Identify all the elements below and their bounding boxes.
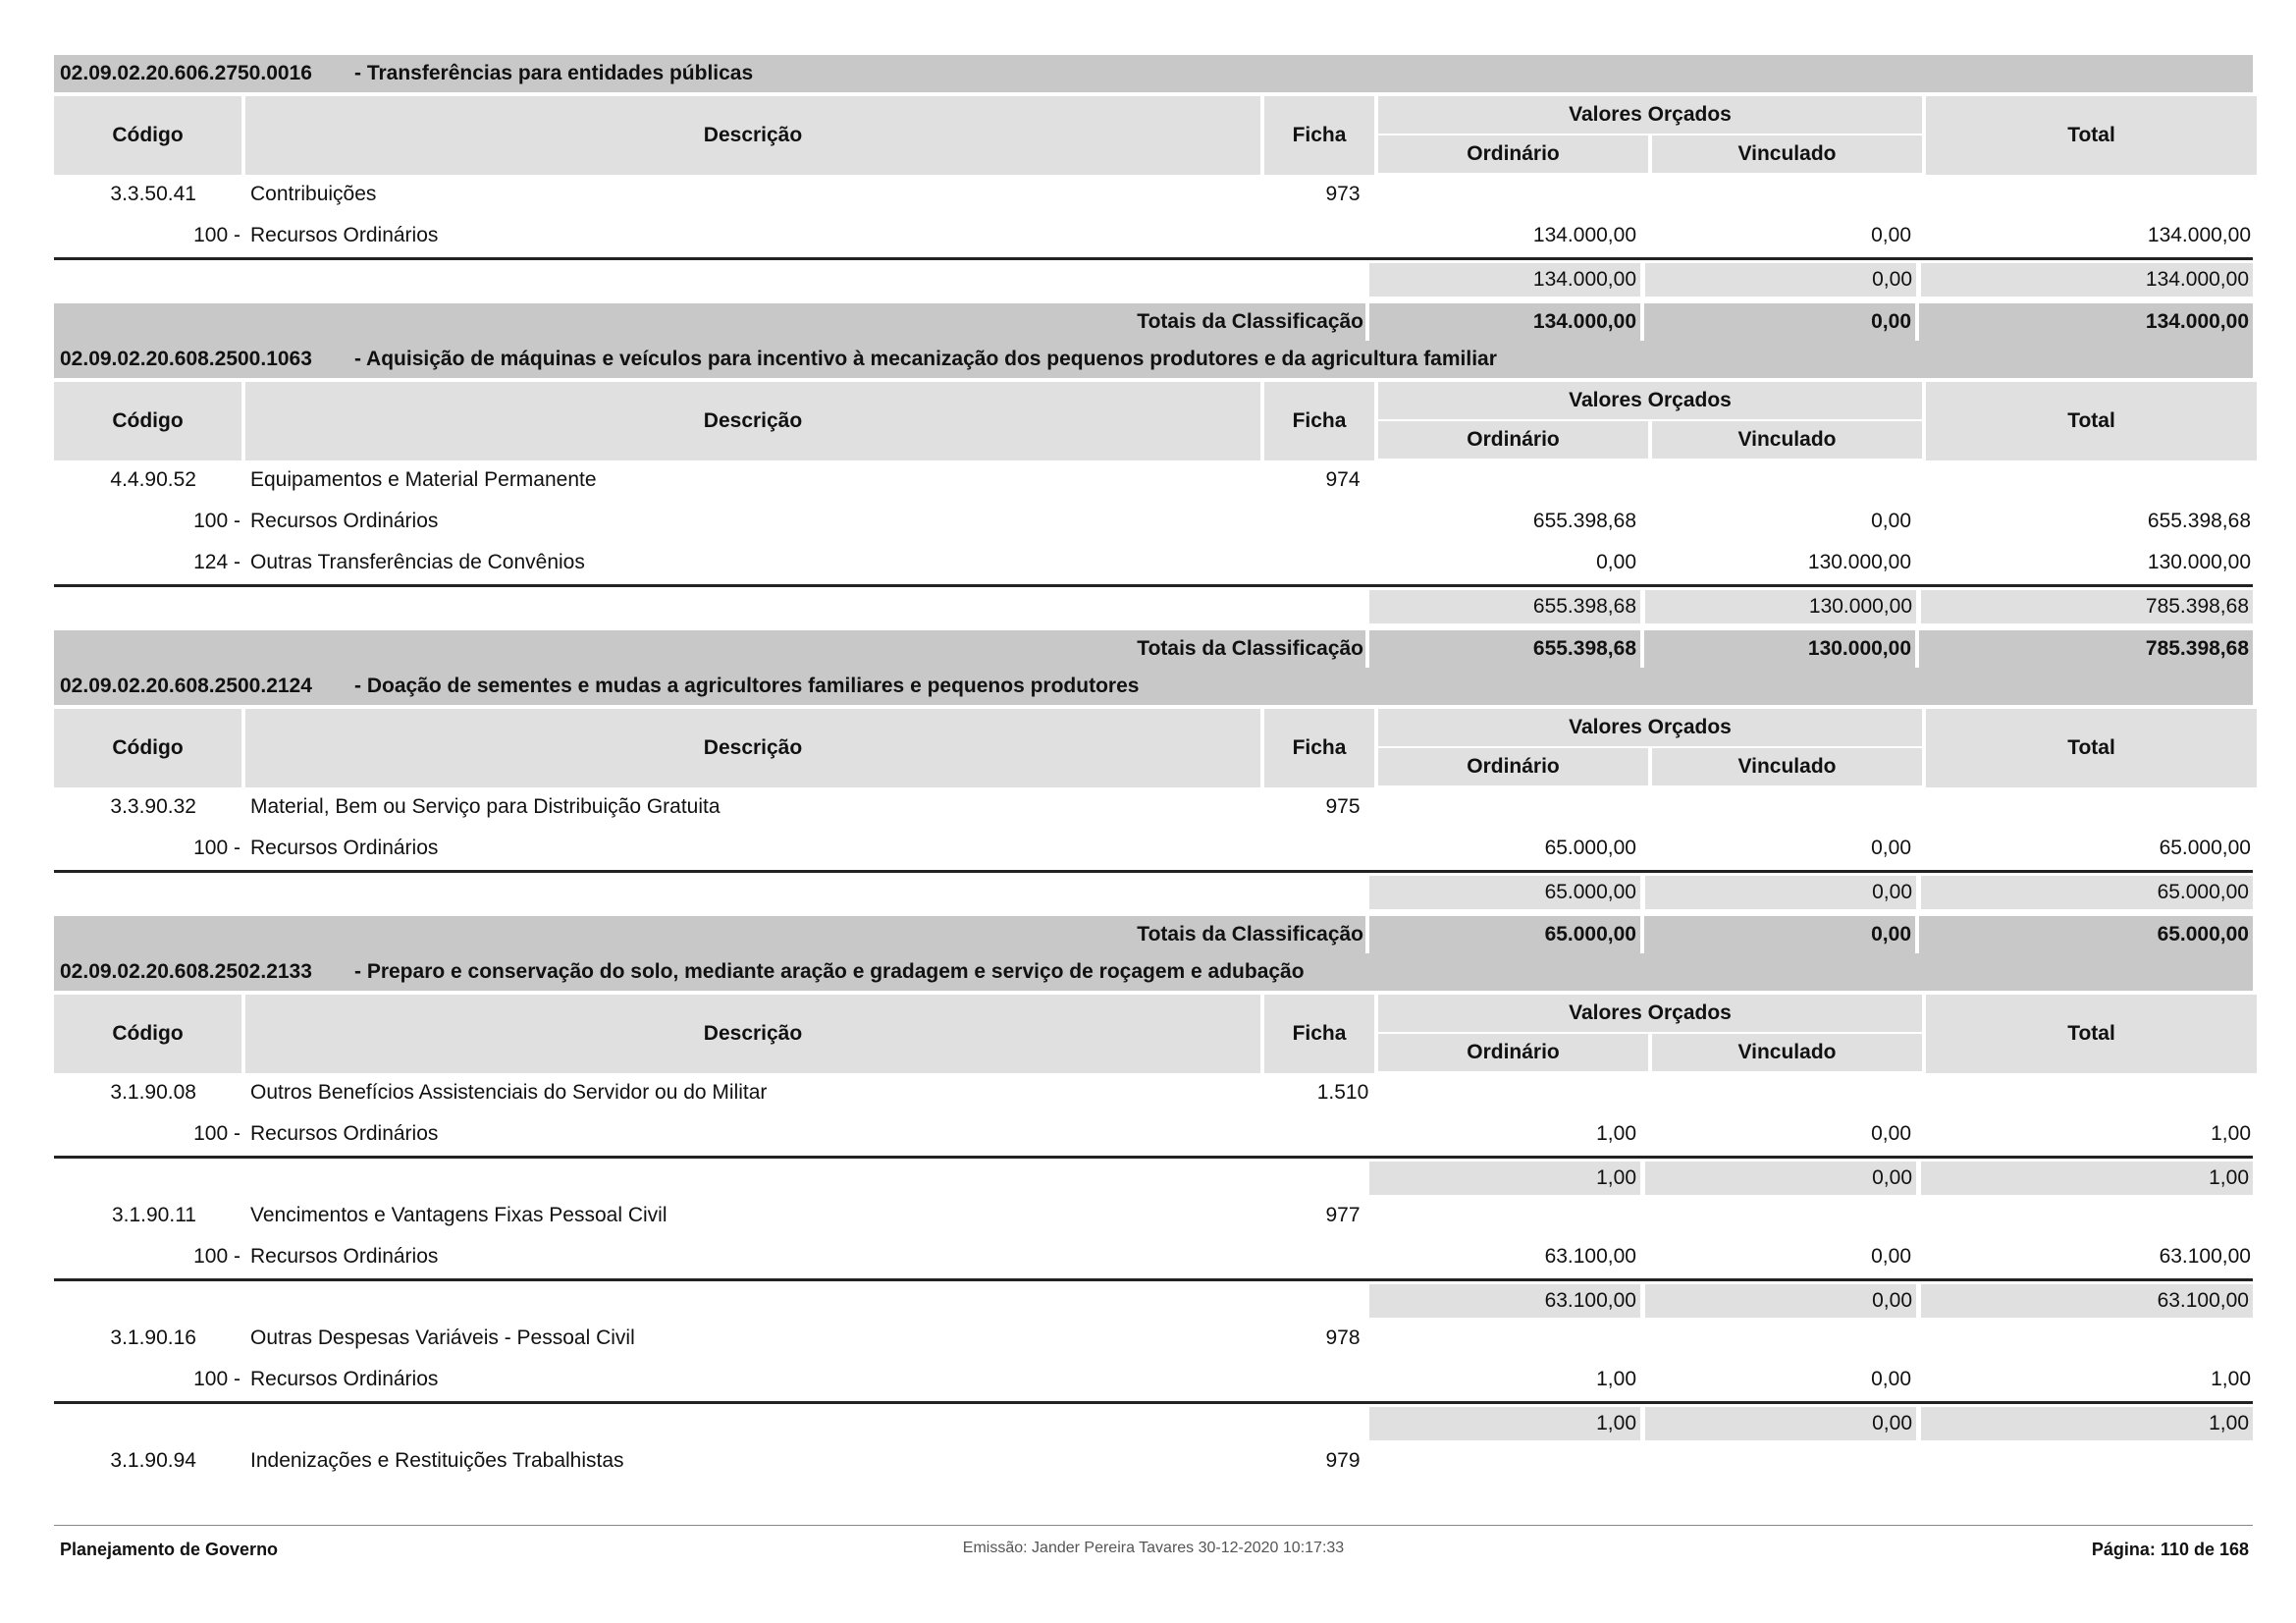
source-code: 100 - bbox=[193, 1122, 240, 1145]
section-title bbox=[54, 55, 2253, 92]
expense-ficha: 977 bbox=[1325, 1204, 1361, 1226]
section-code: 02.09.02.20.606.2750.0016 bbox=[60, 62, 312, 84]
header-ordinario: Ordinário bbox=[1378, 421, 1648, 459]
source-ordinario: 0,00 bbox=[1596, 551, 1636, 573]
source-ordinario: 655.398,68 bbox=[1532, 510, 1636, 532]
subtotal-vinculado: 0,00 bbox=[1645, 263, 1916, 297]
column-header bbox=[54, 709, 2253, 787]
section-title bbox=[54, 953, 2253, 991]
subtotal-ordinario: 134.000,00 bbox=[1369, 263, 1640, 297]
expense-ficha: 978 bbox=[1325, 1326, 1361, 1349]
header-codigo: Código bbox=[54, 995, 241, 1073]
totals-total: 785.398,68 bbox=[2145, 637, 2249, 660]
subtotal-total: 65.000,00 bbox=[1921, 876, 2253, 909]
source-name: Recursos Ordinários bbox=[250, 1122, 439, 1145]
totals-total: 65.000,00 bbox=[2157, 923, 2249, 946]
source-vinculado: 0,00 bbox=[1871, 510, 1911, 532]
classification-totals bbox=[54, 630, 2253, 668]
header-total: Total bbox=[1926, 96, 2257, 175]
source-ordinario: 1,00 bbox=[1596, 1368, 1636, 1390]
source-total: 130.000,00 bbox=[2147, 551, 2251, 573]
header-vinculado: Vinculado bbox=[1652, 1034, 1922, 1071]
header-ficha: Ficha bbox=[1264, 96, 1374, 175]
subtotal-total: 1,00 bbox=[1921, 1407, 2253, 1440]
footer-department: Planejamento de Governo bbox=[60, 1540, 279, 1559]
section-code: 02.09.02.20.608.2500.2124 bbox=[60, 675, 312, 697]
section-description: - Aquisição de máquinas e veículos para incentivo à mecanização dos pequenos produtores e da agricultura familiar bbox=[354, 348, 1497, 370]
subtotal-vinculado: 130.000,00 bbox=[1645, 590, 1916, 623]
source-total: 1,00 bbox=[2211, 1368, 2251, 1390]
expense-row bbox=[54, 1441, 2253, 1483]
subtotal-vinculado: 0,00 bbox=[1645, 1284, 1916, 1318]
source-code: 100 - bbox=[193, 510, 240, 532]
subtotal-row bbox=[54, 870, 2253, 910]
expense-row bbox=[54, 1073, 2253, 1114]
subtotal-total: 134.000,00 bbox=[1921, 263, 2253, 297]
subtotal-total: 63.100,00 bbox=[1921, 1284, 2253, 1318]
totals-ordinario: 655.398,68 bbox=[1532, 637, 1636, 660]
header-valores-orcados: Valores Orçados bbox=[1378, 709, 1922, 746]
expense-description: Outros Benefícios Assistenciais do Servidor ou do Militar bbox=[250, 1081, 768, 1104]
subtotal-ordinario: 65.000,00 bbox=[1369, 876, 1640, 909]
source-ordinario: 65.000,00 bbox=[1544, 837, 1636, 859]
source-row bbox=[54, 829, 2253, 870]
expense-code: 3.1.90.08 bbox=[110, 1081, 196, 1104]
source-code: 100 - bbox=[193, 1368, 240, 1390]
source-vinculado: 0,00 bbox=[1871, 1368, 1911, 1390]
header-descricao: Descrição bbox=[245, 96, 1260, 175]
source-vinculado: 0,00 bbox=[1871, 224, 1911, 246]
totals-vinculado: 130.000,00 bbox=[1807, 637, 1911, 660]
header-ficha: Ficha bbox=[1264, 709, 1374, 787]
header-ficha: Ficha bbox=[1264, 995, 1374, 1073]
expense-ficha: 979 bbox=[1325, 1449, 1361, 1472]
expense-row bbox=[54, 787, 2253, 829]
header-vinculado: Vinculado bbox=[1652, 135, 1922, 173]
column-header bbox=[54, 96, 2253, 175]
header-descricao: Descrição bbox=[245, 995, 1260, 1073]
source-ordinario: 134.000,00 bbox=[1532, 224, 1636, 246]
header-ordinario: Ordinário bbox=[1378, 135, 1648, 173]
header-total: Total bbox=[1926, 382, 2257, 460]
totals-vinculado: 0,00 bbox=[1871, 310, 1911, 333]
expense-row bbox=[54, 1196, 2253, 1237]
section-description: - Transferências para entidades públicas bbox=[354, 62, 754, 84]
source-total: 65.000,00 bbox=[2159, 837, 2251, 859]
subtotal-row bbox=[54, 584, 2253, 624]
source-row bbox=[54, 502, 2253, 543]
expense-code: 3.3.50.41 bbox=[110, 183, 196, 205]
header-descricao: Descrição bbox=[245, 382, 1260, 460]
header-valores-orcados: Valores Orçados bbox=[1378, 995, 1922, 1032]
classification-totals bbox=[54, 303, 2253, 341]
source-total: 63.100,00 bbox=[2159, 1245, 2251, 1268]
source-total: 1,00 bbox=[2211, 1122, 2251, 1145]
subtotal-ordinario: 1,00 bbox=[1369, 1407, 1640, 1440]
source-total: 655.398,68 bbox=[2147, 510, 2251, 532]
header-ficha: Ficha bbox=[1264, 382, 1374, 460]
source-ordinario: 1,00 bbox=[1596, 1122, 1636, 1145]
subtotal-row bbox=[54, 1278, 2253, 1319]
page-footer bbox=[54, 1525, 2253, 1559]
expense-row bbox=[54, 175, 2253, 216]
footer-emission: Emissão: Jander Pereira Tavares 30-12-2020 10:17:33 bbox=[962, 1540, 1345, 1556]
expense-description: Material, Bem ou Serviço para Distribuição Gratuita bbox=[250, 795, 721, 818]
source-row bbox=[54, 1114, 2253, 1156]
source-name: Recursos Ordinários bbox=[250, 510, 439, 532]
subtotal-row bbox=[54, 1156, 2253, 1196]
source-name: Recursos Ordinários bbox=[250, 1245, 439, 1268]
subtotal-ordinario: 63.100,00 bbox=[1369, 1284, 1640, 1318]
budget-report bbox=[54, 55, 2253, 1483]
header-codigo: Código bbox=[54, 382, 241, 460]
source-code: 100 - bbox=[193, 837, 240, 859]
totals-total: 134.000,00 bbox=[2145, 310, 2249, 333]
expense-ficha: 975 bbox=[1325, 795, 1361, 818]
subtotal-total: 1,00 bbox=[1921, 1162, 2253, 1195]
source-ordinario: 63.100,00 bbox=[1544, 1245, 1636, 1268]
source-row bbox=[54, 1237, 2253, 1278]
header-total: Total bbox=[1926, 709, 2257, 787]
subtotal-ordinario: 655.398,68 bbox=[1369, 590, 1640, 623]
header-valores-orcados: Valores Orçados bbox=[1378, 96, 1922, 134]
subtotal-ordinario: 1,00 bbox=[1369, 1162, 1640, 1195]
source-vinculado: 0,00 bbox=[1871, 837, 1911, 859]
subtotal-vinculado: 0,00 bbox=[1645, 876, 1916, 909]
subtotal-vinculado: 0,00 bbox=[1645, 1162, 1916, 1195]
expense-code: 3.3.90.32 bbox=[110, 795, 196, 818]
totals-ordinario: 65.000,00 bbox=[1544, 923, 1636, 946]
source-row bbox=[54, 216, 2253, 257]
subtotal-vinculado: 0,00 bbox=[1645, 1407, 1916, 1440]
source-vinculado: 130.000,00 bbox=[1807, 551, 1911, 573]
section-code: 02.09.02.20.608.2500.1063 bbox=[60, 348, 312, 370]
section-code: 02.09.02.20.608.2502.2133 bbox=[60, 960, 312, 983]
source-name: Recursos Ordinários bbox=[250, 1368, 439, 1390]
header-ordinario: Ordinário bbox=[1378, 1034, 1648, 1071]
totals-label: Totais da Classificação bbox=[1137, 310, 1363, 333]
expense-code: 3.1.90.16 bbox=[110, 1326, 196, 1349]
expense-description: Outras Despesas Variáveis - Pessoal Civil bbox=[250, 1326, 635, 1349]
column-header bbox=[54, 382, 2253, 460]
footer-page-number: Página: 110 de 168 bbox=[2091, 1540, 2249, 1559]
subtotal-total: 785.398,68 bbox=[1921, 590, 2253, 623]
totals-ordinario: 134.000,00 bbox=[1532, 310, 1636, 333]
source-vinculado: 0,00 bbox=[1871, 1122, 1911, 1145]
expense-description: Equipamentos e Material Permanente bbox=[250, 468, 597, 491]
expense-row bbox=[54, 460, 2253, 502]
header-descricao: Descrição bbox=[245, 709, 1260, 787]
expense-ficha: 1.510 bbox=[1316, 1081, 1369, 1104]
source-code: 100 - bbox=[193, 224, 240, 246]
header-vinculado: Vinculado bbox=[1652, 748, 1922, 785]
source-code: 100 - bbox=[193, 1245, 240, 1268]
expense-ficha: 973 bbox=[1325, 183, 1361, 205]
column-header bbox=[54, 995, 2253, 1073]
source-name: Recursos Ordinários bbox=[250, 837, 439, 859]
source-name: Outras Transferências de Convênios bbox=[250, 551, 585, 573]
expense-code: 3.1.90.94 bbox=[110, 1449, 196, 1472]
subtotal-row bbox=[54, 257, 2253, 298]
totals-vinculado: 0,00 bbox=[1871, 923, 1911, 946]
source-row bbox=[54, 1360, 2253, 1401]
section-title bbox=[54, 668, 2253, 705]
header-codigo: Código bbox=[54, 96, 241, 175]
section-title bbox=[54, 341, 2253, 378]
header-total: Total bbox=[1926, 995, 2257, 1073]
source-code: 124 - bbox=[193, 551, 240, 573]
header-ordinario: Ordinário bbox=[1378, 748, 1648, 785]
expense-row bbox=[54, 1319, 2253, 1360]
expense-description: Indenizações e Restituições Trabalhistas bbox=[250, 1449, 624, 1472]
expense-code: 4.4.90.52 bbox=[110, 468, 196, 491]
totals-label: Totais da Classificação bbox=[1137, 637, 1363, 660]
expense-ficha: 974 bbox=[1325, 468, 1361, 491]
expense-code: 3.1.90.11 bbox=[111, 1204, 196, 1226]
section-description: - Preparo e conservação do solo, mediante aração e gradagem e serviço de roçagem e adubação bbox=[354, 960, 1305, 983]
source-vinculado: 0,00 bbox=[1871, 1245, 1911, 1268]
subtotal-row bbox=[54, 1401, 2253, 1441]
totals-label: Totais da Classificação bbox=[1137, 923, 1363, 946]
source-total: 134.000,00 bbox=[2147, 224, 2251, 246]
header-vinculado: Vinculado bbox=[1652, 421, 1922, 459]
source-name: Recursos Ordinários bbox=[250, 224, 439, 246]
expense-description: Contribuições bbox=[250, 183, 377, 205]
source-row bbox=[54, 543, 2253, 584]
classification-totals bbox=[54, 916, 2253, 953]
section-description: - Doação de sementes e mudas a agricultores familiares e pequenos produtores bbox=[354, 675, 1140, 697]
expense-description: Vencimentos e Vantagens Fixas Pessoal Civil bbox=[250, 1204, 667, 1226]
header-valores-orcados: Valores Orçados bbox=[1378, 382, 1922, 419]
header-codigo: Código bbox=[54, 709, 241, 787]
